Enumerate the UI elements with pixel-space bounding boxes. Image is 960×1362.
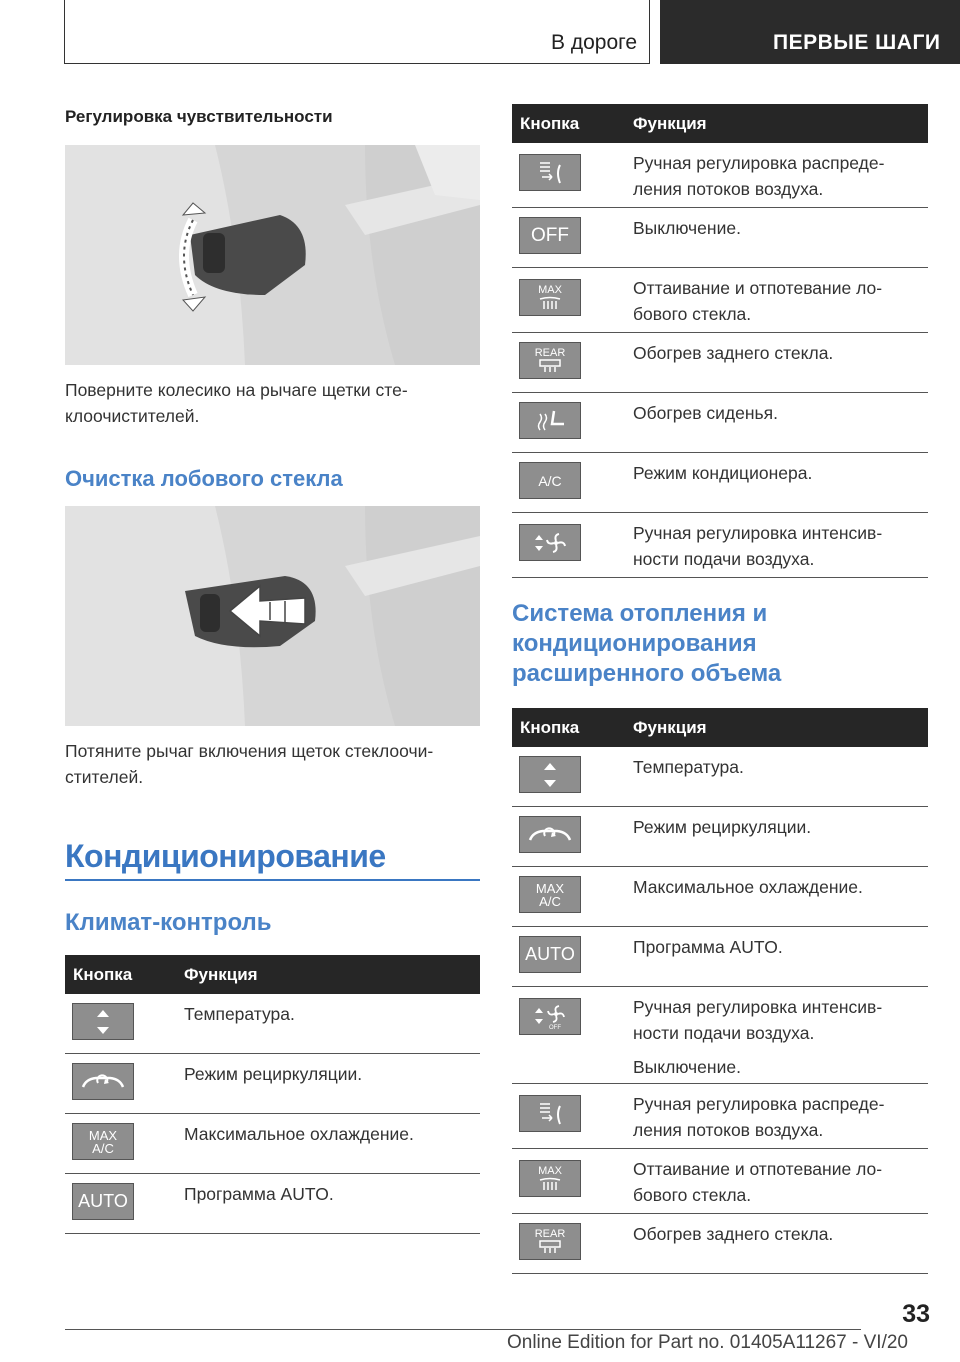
extended-climate-heading — [512, 599, 781, 689]
col-function-header: Функция — [184, 965, 258, 984]
max-ac-icon: MAX A/C — [519, 876, 581, 913]
table-header — [65, 955, 480, 994]
footer-edition: Online Edition for Part no. 01405A11267 - VI/20 — [506, 1332, 908, 1353]
extended-heading-line-1: Система отопления и — [512, 600, 768, 627]
header-section-tab — [64, 0, 650, 64]
function-text: Оттаивание и отпотевание ло- бового стекла. — [633, 278, 883, 324]
function-text: Режим рециркуляции. — [633, 817, 812, 837]
table-row — [512, 333, 928, 393]
ac-icon: A/C — [519, 462, 581, 499]
table-row — [512, 268, 928, 333]
table-header — [512, 708, 928, 747]
wiper-wheel-photo — [65, 145, 480, 365]
max-ac-icon: MAX A/C — [72, 1123, 134, 1160]
fan-off-icon — [519, 998, 581, 1035]
table-row — [512, 393, 928, 453]
table-row — [512, 927, 928, 987]
off-icon: OFF — [519, 217, 581, 254]
table-row — [512, 453, 928, 513]
function-text: Ручная регулировка интенсив- ности подачи воздуха. Выключение. — [633, 997, 883, 1077]
air-distribution-icon — [519, 154, 581, 191]
table-row — [512, 987, 928, 1084]
header-section-label: В дороге — [550, 31, 637, 54]
col-button-header: Кнопка — [73, 965, 133, 984]
function-text: Программа AUTO. — [633, 937, 783, 957]
climate-control-table-continued — [512, 104, 928, 578]
temperature-arrows-icon — [519, 756, 581, 793]
wiper-lever-pull-photo — [65, 506, 480, 726]
climate-control-heading: Климат-контроль — [65, 909, 272, 936]
extended-heading-line-3: расширенного объема — [512, 660, 782, 687]
auto-icon: AUTO — [72, 1183, 134, 1220]
temperature-arrows-icon — [72, 1003, 134, 1040]
function-text: Режим рециркуляции. — [184, 1064, 363, 1084]
table-row — [512, 513, 928, 578]
footer-divider — [65, 1329, 861, 1330]
function-text: Обогрев заднего стекла. — [633, 343, 834, 363]
caption-rotate-wheel — [65, 377, 480, 429]
table-row — [65, 1174, 480, 1234]
function-text: Температура. — [633, 757, 744, 777]
function-text: Ручная регулировка распреде- ления потоков воздуха. — [633, 1094, 885, 1140]
rear-defrost-icon: REAR — [519, 1223, 581, 1260]
function-text: Оттаивание и отпотевание ло- бового стекла. — [633, 1159, 883, 1205]
header-chapter-tab — [660, 0, 960, 64]
windshield-cleaning-heading: Очистка лобового стекла — [65, 466, 343, 491]
table-row — [65, 1114, 480, 1174]
svg-text:OFF: OFF — [549, 1024, 561, 1030]
heading-underline — [65, 879, 480, 881]
seat-heating-icon — [519, 402, 581, 439]
sensitivity-subheading: Регулировка чувствительности — [65, 107, 333, 126]
recirculation-car-icon — [519, 816, 581, 853]
rear-defrost-icon: REAR — [519, 342, 581, 379]
function-text: Максимальное охлаждение. — [633, 877, 863, 897]
function-text: Температура. — [184, 1004, 295, 1024]
col-function-header: Функция — [633, 114, 707, 133]
max-defrost-icon: MAX — [519, 279, 581, 316]
auto-icon: AUTO — [519, 936, 581, 973]
table-row — [512, 807, 928, 867]
table-row — [512, 1214, 928, 1274]
function-text: Выключение. — [633, 218, 741, 238]
table-row — [65, 994, 480, 1054]
extended-climate-table — [512, 708, 928, 1274]
caption-rotate-line-1: Поверните колесико на рычаге щетки сте- — [65, 380, 408, 400]
table-row — [512, 867, 928, 927]
table-row — [512, 1084, 928, 1149]
air-conditioning-heading: Кондиционирование — [65, 838, 386, 874]
fan-speed-icon — [519, 524, 581, 561]
header-chapter-label: ПЕРВЫЕ ШАГИ — [773, 31, 941, 54]
function-text: Программа AUTO. — [184, 1184, 334, 1204]
function-text: Ручная регулировка интенсив- ности подачи воздуха. — [633, 523, 883, 569]
page-number: 33 — [902, 1300, 930, 1328]
function-text: Обогрев сиденья. — [633, 403, 778, 423]
caption-pull-lever — [65, 738, 480, 790]
extended-heading-line-2: кондиционирования — [512, 630, 757, 657]
function-text: Обогрев заднего стекла. — [633, 1224, 834, 1244]
air-distribution-icon — [519, 1095, 581, 1132]
caption-pull-line-2: стителей. — [65, 767, 144, 787]
table-row — [512, 143, 928, 208]
table-row — [65, 1054, 480, 1114]
col-button-header: Кнопка — [520, 114, 580, 133]
recirculation-car-icon — [72, 1063, 134, 1100]
climate-control-table — [65, 955, 480, 1234]
table-row — [512, 1149, 928, 1214]
col-function-header: Функция — [633, 718, 707, 737]
caption-rotate-line-2: клоочистителей. — [65, 406, 200, 426]
max-defrost-icon: MAX — [519, 1160, 581, 1197]
function-text: Максимальное охлаждение. — [184, 1124, 414, 1144]
function-text: Ручная регулировка распреде- ления потоков воздуха. — [633, 153, 885, 199]
table-header — [512, 104, 928, 143]
table-row — [512, 747, 928, 807]
caption-pull-line-1: Потяните рычаг включения щеток стеклоочи- — [65, 741, 434, 761]
function-text: Режим кондиционера. — [633, 463, 813, 483]
table-row — [512, 208, 928, 268]
col-button-header: Кнопка — [520, 718, 580, 737]
